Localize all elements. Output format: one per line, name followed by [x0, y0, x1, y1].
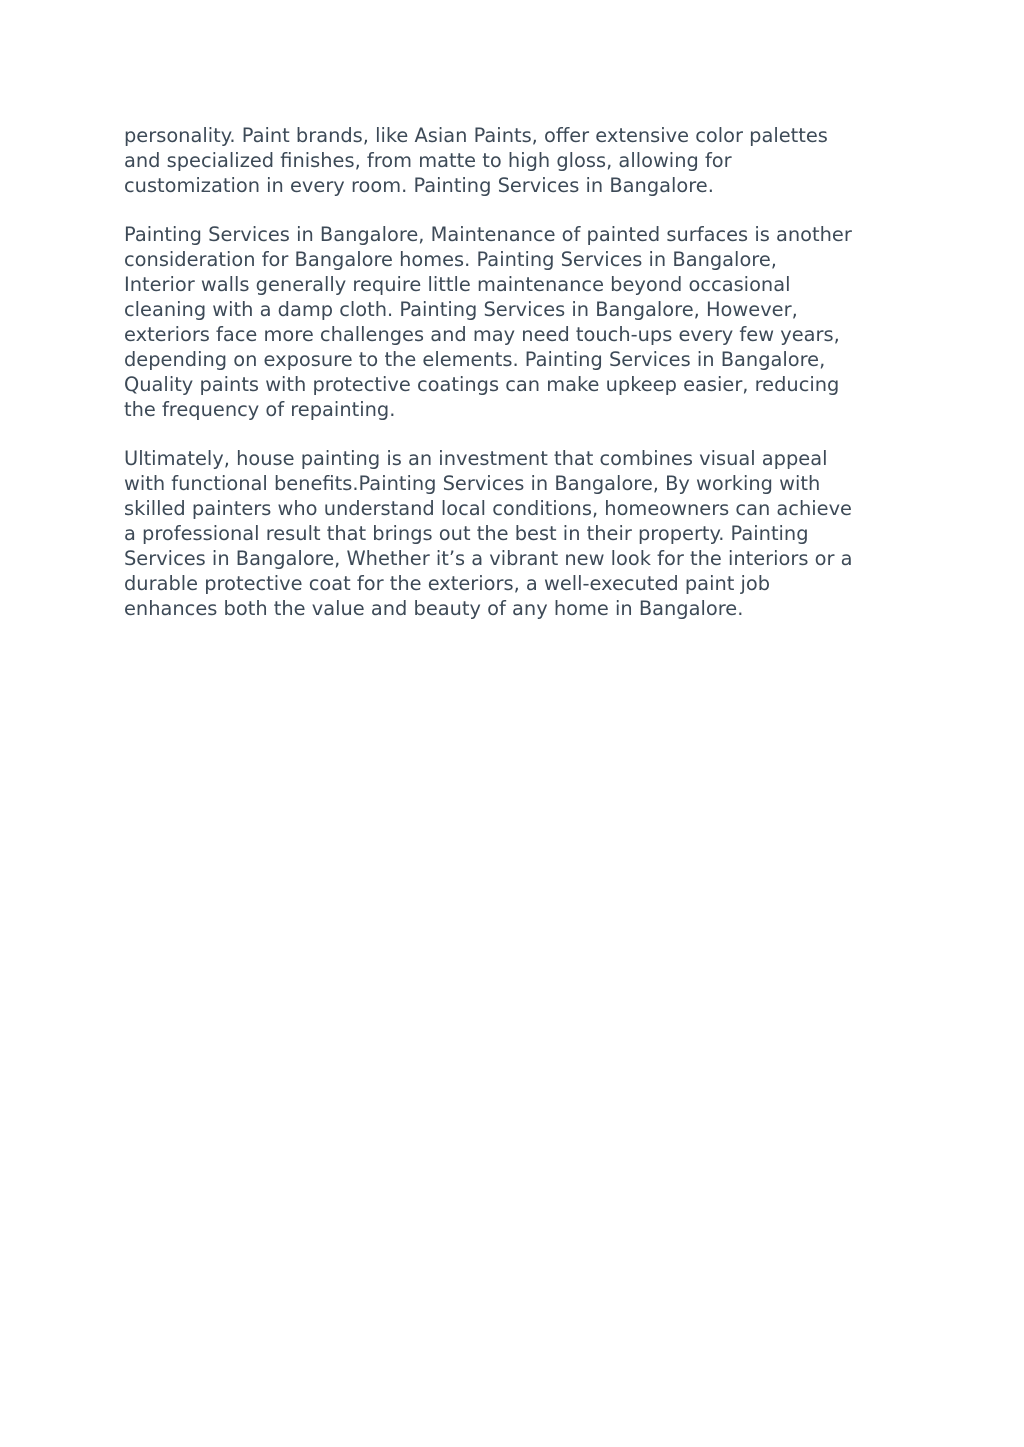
text-line: customization in every room. Painting Services in Bangalore. [124, 174, 714, 197]
text-line: depending on exposure to the elements. Painting Services in Bangalore, [124, 348, 826, 371]
text-line: with functional benefits.Painting Services in Bangalore, By working with [124, 472, 821, 495]
text-line: Services in Bangalore, Whether it’s a vibrant new look for the interiors or a [124, 547, 853, 570]
document-body [124, 123, 914, 645]
text-line: Quality paints with protective coatings can make upkeep easier, reducing [124, 373, 840, 396]
text-line: Interior walls generally require little maintenance beyond occasional [124, 273, 791, 296]
text-line: consideration for Bangalore homes. Painting Services in Bangalore, [124, 248, 777, 271]
paragraph-3 [124, 446, 914, 621]
paragraph-1 [124, 123, 914, 198]
text-line: personality. Paint brands, like Asian Paints, offer extensive color palettes [124, 124, 828, 147]
text-line: enhances both the value and beauty of any home in Bangalore. [124, 597, 744, 620]
text-line: the frequency of repainting. [124, 398, 396, 421]
text-line: a professional result that brings out the best in their property. Painting [124, 522, 809, 545]
text-line: cleaning with a damp cloth. Painting Services in Bangalore, However, [124, 298, 798, 321]
paragraph-2 [124, 222, 914, 422]
text-line: Ultimately, house painting is an investment that combines visual appeal [124, 447, 828, 470]
text-line: durable protective coat for the exteriors, a well-executed paint job [124, 572, 771, 595]
text-line: exteriors face more challenges and may need touch-ups every few years, [124, 323, 840, 346]
text-line: skilled painters who understand local conditions, homeowners can achieve [124, 497, 852, 520]
text-line: Painting Services in Bangalore, Maintenance of painted surfaces is another [124, 223, 852, 246]
text-line: and specialized finishes, from matte to high gloss, allowing for [124, 149, 732, 172]
